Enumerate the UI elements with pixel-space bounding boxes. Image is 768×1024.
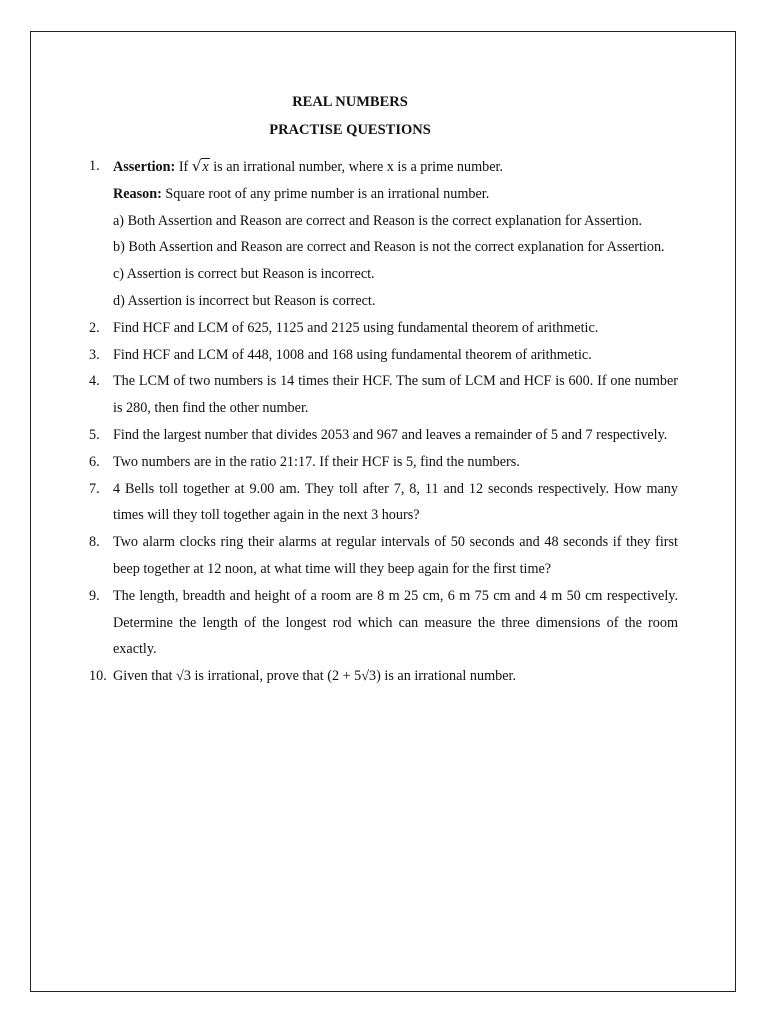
square-root-symbol: √ — [191, 157, 202, 175]
question-9 — [89, 583, 678, 663]
question-text: Given that √3 is irrational, prove that (2 + 5√3) is an irrational number. — [113, 668, 516, 685]
page-subtitle: PRACTISE QUESTIONS — [269, 122, 431, 138]
question-6 — [89, 449, 678, 476]
page-title: REAL NUMBERS — [292, 94, 408, 110]
question-number: 3. — [89, 346, 100, 363]
question-3 — [89, 342, 678, 369]
question-text: 4 Bells toll together at 9.00 am. They toll after 7, 8, 11 and 12 seconds respectively. How many times will they toll together again in the next 3 hours? — [113, 480, 678, 524]
question-number: 6. — [89, 453, 100, 470]
question-number: 4. — [89, 373, 100, 390]
question-text: The length, breadth and height of a room are 8 m 25 cm, 6 m 75 cm and 4 m 50 cm respectively. Determine the length of the longest rod which can measure the three dimensions of the room exactly. — [113, 587, 678, 658]
reason-text: Square root of any prime number is an irrational number. — [161, 185, 490, 202]
assertion-line — [113, 153, 678, 181]
question-text: Find the largest number that divides 2053 and 967 and leaves a remainder of 5 and 7 respectively. — [113, 426, 668, 443]
option-a: a) Both Assertion and Reason are correct and Reason is the correct explanation for Assertion. — [113, 212, 643, 229]
assertion-label: Assertion: — [113, 159, 176, 175]
question-number: 5. — [89, 426, 100, 443]
reason-label: Reason: — [113, 185, 162, 202]
question-7 — [89, 476, 678, 530]
question-4 — [89, 368, 678, 422]
question-number: 2. — [89, 319, 100, 336]
radicand: x — [202, 159, 209, 175]
sqrt-x-expression — [192, 159, 210, 175]
option-b: b) Both Assertion and Reason are correct and Reason is not the correct explanation for Assertion. — [113, 239, 665, 256]
question-number: 1. — [89, 158, 100, 174]
question-text: Find HCF and LCM of 448, 1008 and 168 using fundamental theorem of arithmetic. — [113, 346, 592, 363]
question-number: 9. — [89, 587, 100, 604]
option-d: d) Assertion is incorrect but Reason is correct. — [113, 292, 376, 309]
question-8 — [89, 529, 678, 583]
question-text: The LCM of two numbers is 14 times their HCF. The sum of LCM and HCF is 600. If one number is 280, then find the other number. — [113, 373, 678, 417]
assertion-text-pre: If — [175, 159, 192, 175]
reason-line — [113, 181, 678, 208]
question-number: 10. — [89, 668, 107, 685]
question-2 — [89, 315, 678, 342]
option-c: c) Assertion is correct but Reason is incorrect. — [113, 266, 375, 283]
question-1 — [89, 153, 678, 315]
question-text: Two numbers are in the ratio 21:17. If their HCF is 5, find the numbers. — [113, 453, 520, 470]
question-10 — [89, 663, 678, 690]
assertion-text-post: is an irrational number, where x is a prime number. — [209, 159, 504, 175]
question-number: 7. — [89, 480, 100, 497]
question-5 — [89, 422, 678, 449]
question-list — [89, 153, 678, 690]
question-text: Find HCF and LCM of 625, 1125 and 2125 using fundamental theorem of arithmetic. — [113, 319, 599, 336]
question-number: 8. — [89, 534, 100, 551]
question-text: Two alarm clocks ring their alarms at regular intervals of 50 seconds and 48 seconds if they first beep together at 12 noon, at what time will they beep again for the first time? — [113, 534, 678, 577]
